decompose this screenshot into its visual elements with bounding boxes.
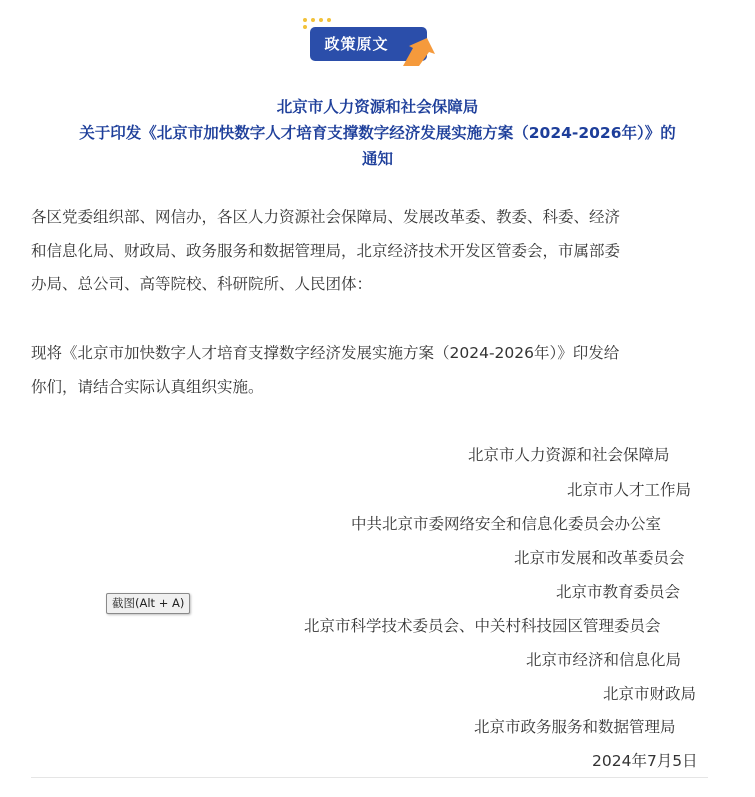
policy-original-badge [300,16,445,70]
signatory: 北京市人力资源和社会保障局 [468,446,670,464]
notice-title [0,94,755,172]
signatory: 北京市科学技术委员会、中关村科技园区管理委员会 [304,617,661,635]
signatory: 北京市财政局 [603,685,697,703]
notice-title-line: 通知 [361,150,393,168]
signatory: 北京市经济和信息化局 [526,651,682,669]
orange-arrow-icon [401,36,443,68]
issue-date: 2024年7月5日 [592,752,698,770]
notice-paragraph [31,337,711,404]
recipients-paragraph [31,201,711,302]
paragraph-line: 办局、总公司、高等院校、科研院所、人民团体： [31,275,373,293]
issuer-title: 北京市人力资源和社会保障局 [276,98,479,116]
signatory: 北京市教育委员会 [556,583,681,601]
signatory: 北京市人才工作局 [567,481,692,499]
signatory: 北京市发展和改革委员会 [514,549,685,567]
paragraph-line: 你们，请结合实际认真组织实施。 [31,377,264,396]
notice-title-line: 关于印发《北京市加快数字人才培育支撑数字经济发展实施方案（2024-2026年）》的 [79,124,676,142]
screenshot-tooltip[interactable]: 截图(Alt + A) [106,593,190,614]
paragraph-line: 和信息化局、财政局、政务服务和数据管理局，北京经济技术开发区管委会，市属部委 [31,241,621,260]
paragraph-line: 各区党委组织部、网信办，各区人力资源社会保障局、发展改革委、教委、科委、经济 [31,208,621,226]
bottom-divider [31,777,708,778]
paragraph-line: 现将《北京市加快数字人才培育支撑数字经济发展实施方案（2024-2026年）》印发给 [31,344,620,362]
signatory: 中共北京市委网络安全和信息化委员会办公室 [351,515,662,533]
badge-label: 政策原文 [310,27,427,61]
signatory: 北京市政务服务和数据管理局 [474,718,676,736]
